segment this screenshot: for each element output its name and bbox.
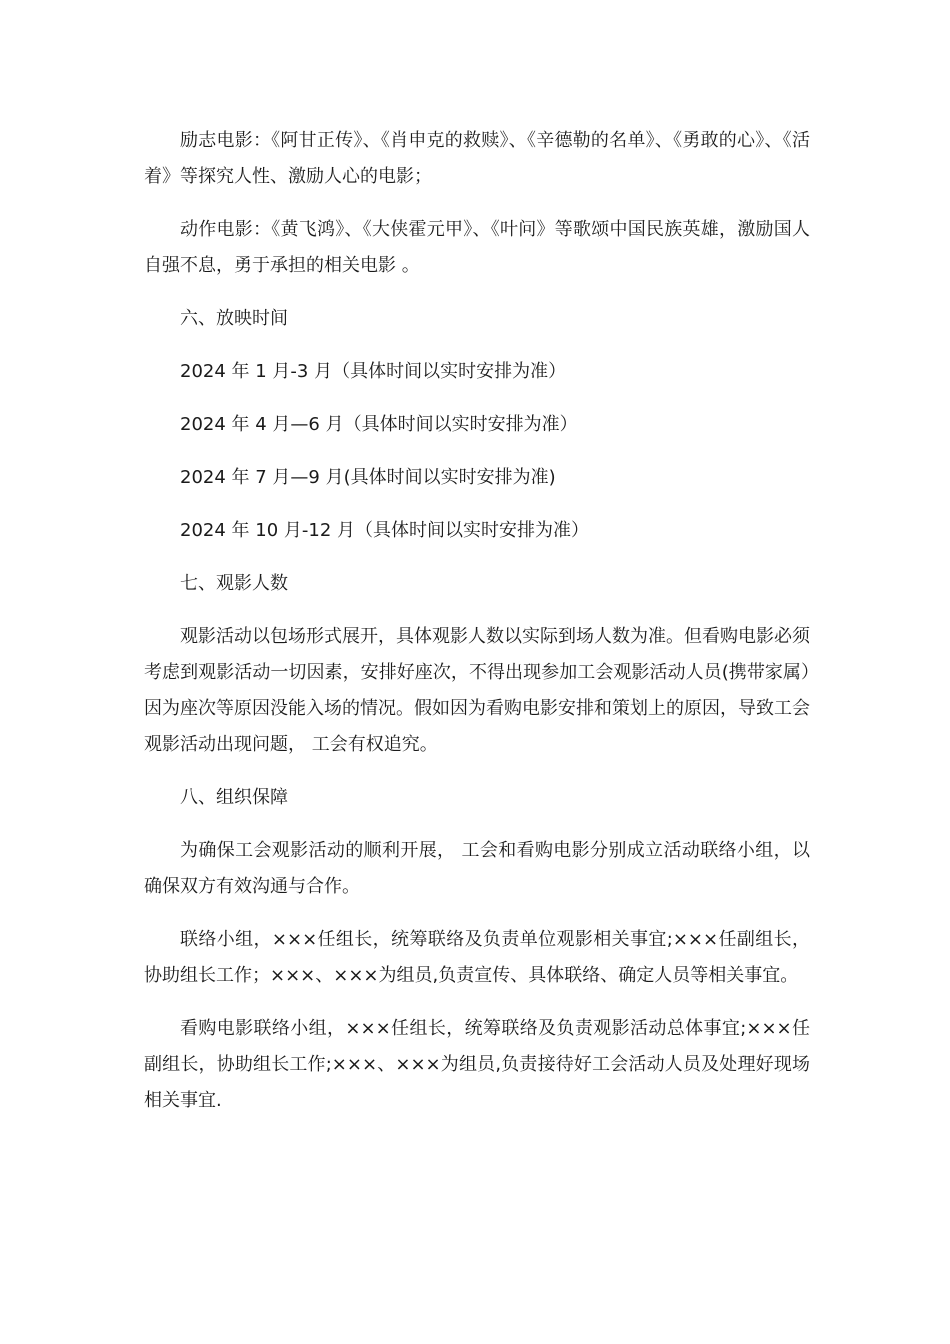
schedule-item-q1: 2024 年 1 月-3 月（具体时间以实时安排为准）	[180, 361, 567, 382]
section-heading-screening-time: 六、放映时间	[180, 308, 288, 329]
paragraph-cinema-liaison-group: 看购电影联络小组，×××任组长，统筹联络及负责观影活动总体事宜;×××任副组长，协助组长工作;×××、×××为组员,负责接待好工会活动人员及处理好现场相关事宜.	[144, 1018, 810, 1111]
section-heading-organization: 八、组织保障	[180, 787, 288, 808]
section-heading-audience: 七、观影人数	[180, 573, 288, 594]
paragraph-union-liaison-group: 联络小组，×××任组长，统筹联络及负责单位观影相关事宜;×××任副组长，协助组长工作；×××、×××为组员,负责宣传、具体联络、确定人员等相关事宜。	[144, 929, 810, 986]
paragraph-liaison-groups: 为确保工会观影活动的顺利开展， 工会和看购电影分别成立活动联络小组，以确保双方有效沟通与合作。	[144, 840, 810, 897]
paragraph-action-films: 动作电影：《黄飞鸿》、《大侠霍元甲》、《叶问》等歌颂中国民族英雄，激励国人自强不息，勇于承担的相关电影 。	[144, 219, 810, 276]
schedule-item-q3: 2024 年 7 月—9 月(具体时间以实时安排为准)	[180, 467, 556, 488]
paragraph-audience-size: 观影活动以包场形式展开，具体观影人数以实际到场人数为准。但看购电影必须考虑到观影活动一切因素，安排好座次，不得出现参加工会观影活动人员(携带家属）因为座次等原因没能入场的情况。假如因为看购电影安排和策划上的原因，导致工会观影活动出现问题， 工会有权追究。	[144, 626, 810, 755]
document-body	[144, 123, 810, 1136]
paragraph-inspirational-films: 励志电影：《阿甘正传》、《肖申克的救赎》、《辛德勒的名单》、《勇敢的心》、《活着》等探究人性、激励人心的电影；	[144, 130, 810, 187]
schedule-item-q4: 2024 年 10 月-12 月（具体时间以实时安排为准）	[180, 520, 589, 541]
schedule-item-q2: 2024 年 4 月—6 月（具体时间以实时安排为准）	[180, 414, 578, 435]
